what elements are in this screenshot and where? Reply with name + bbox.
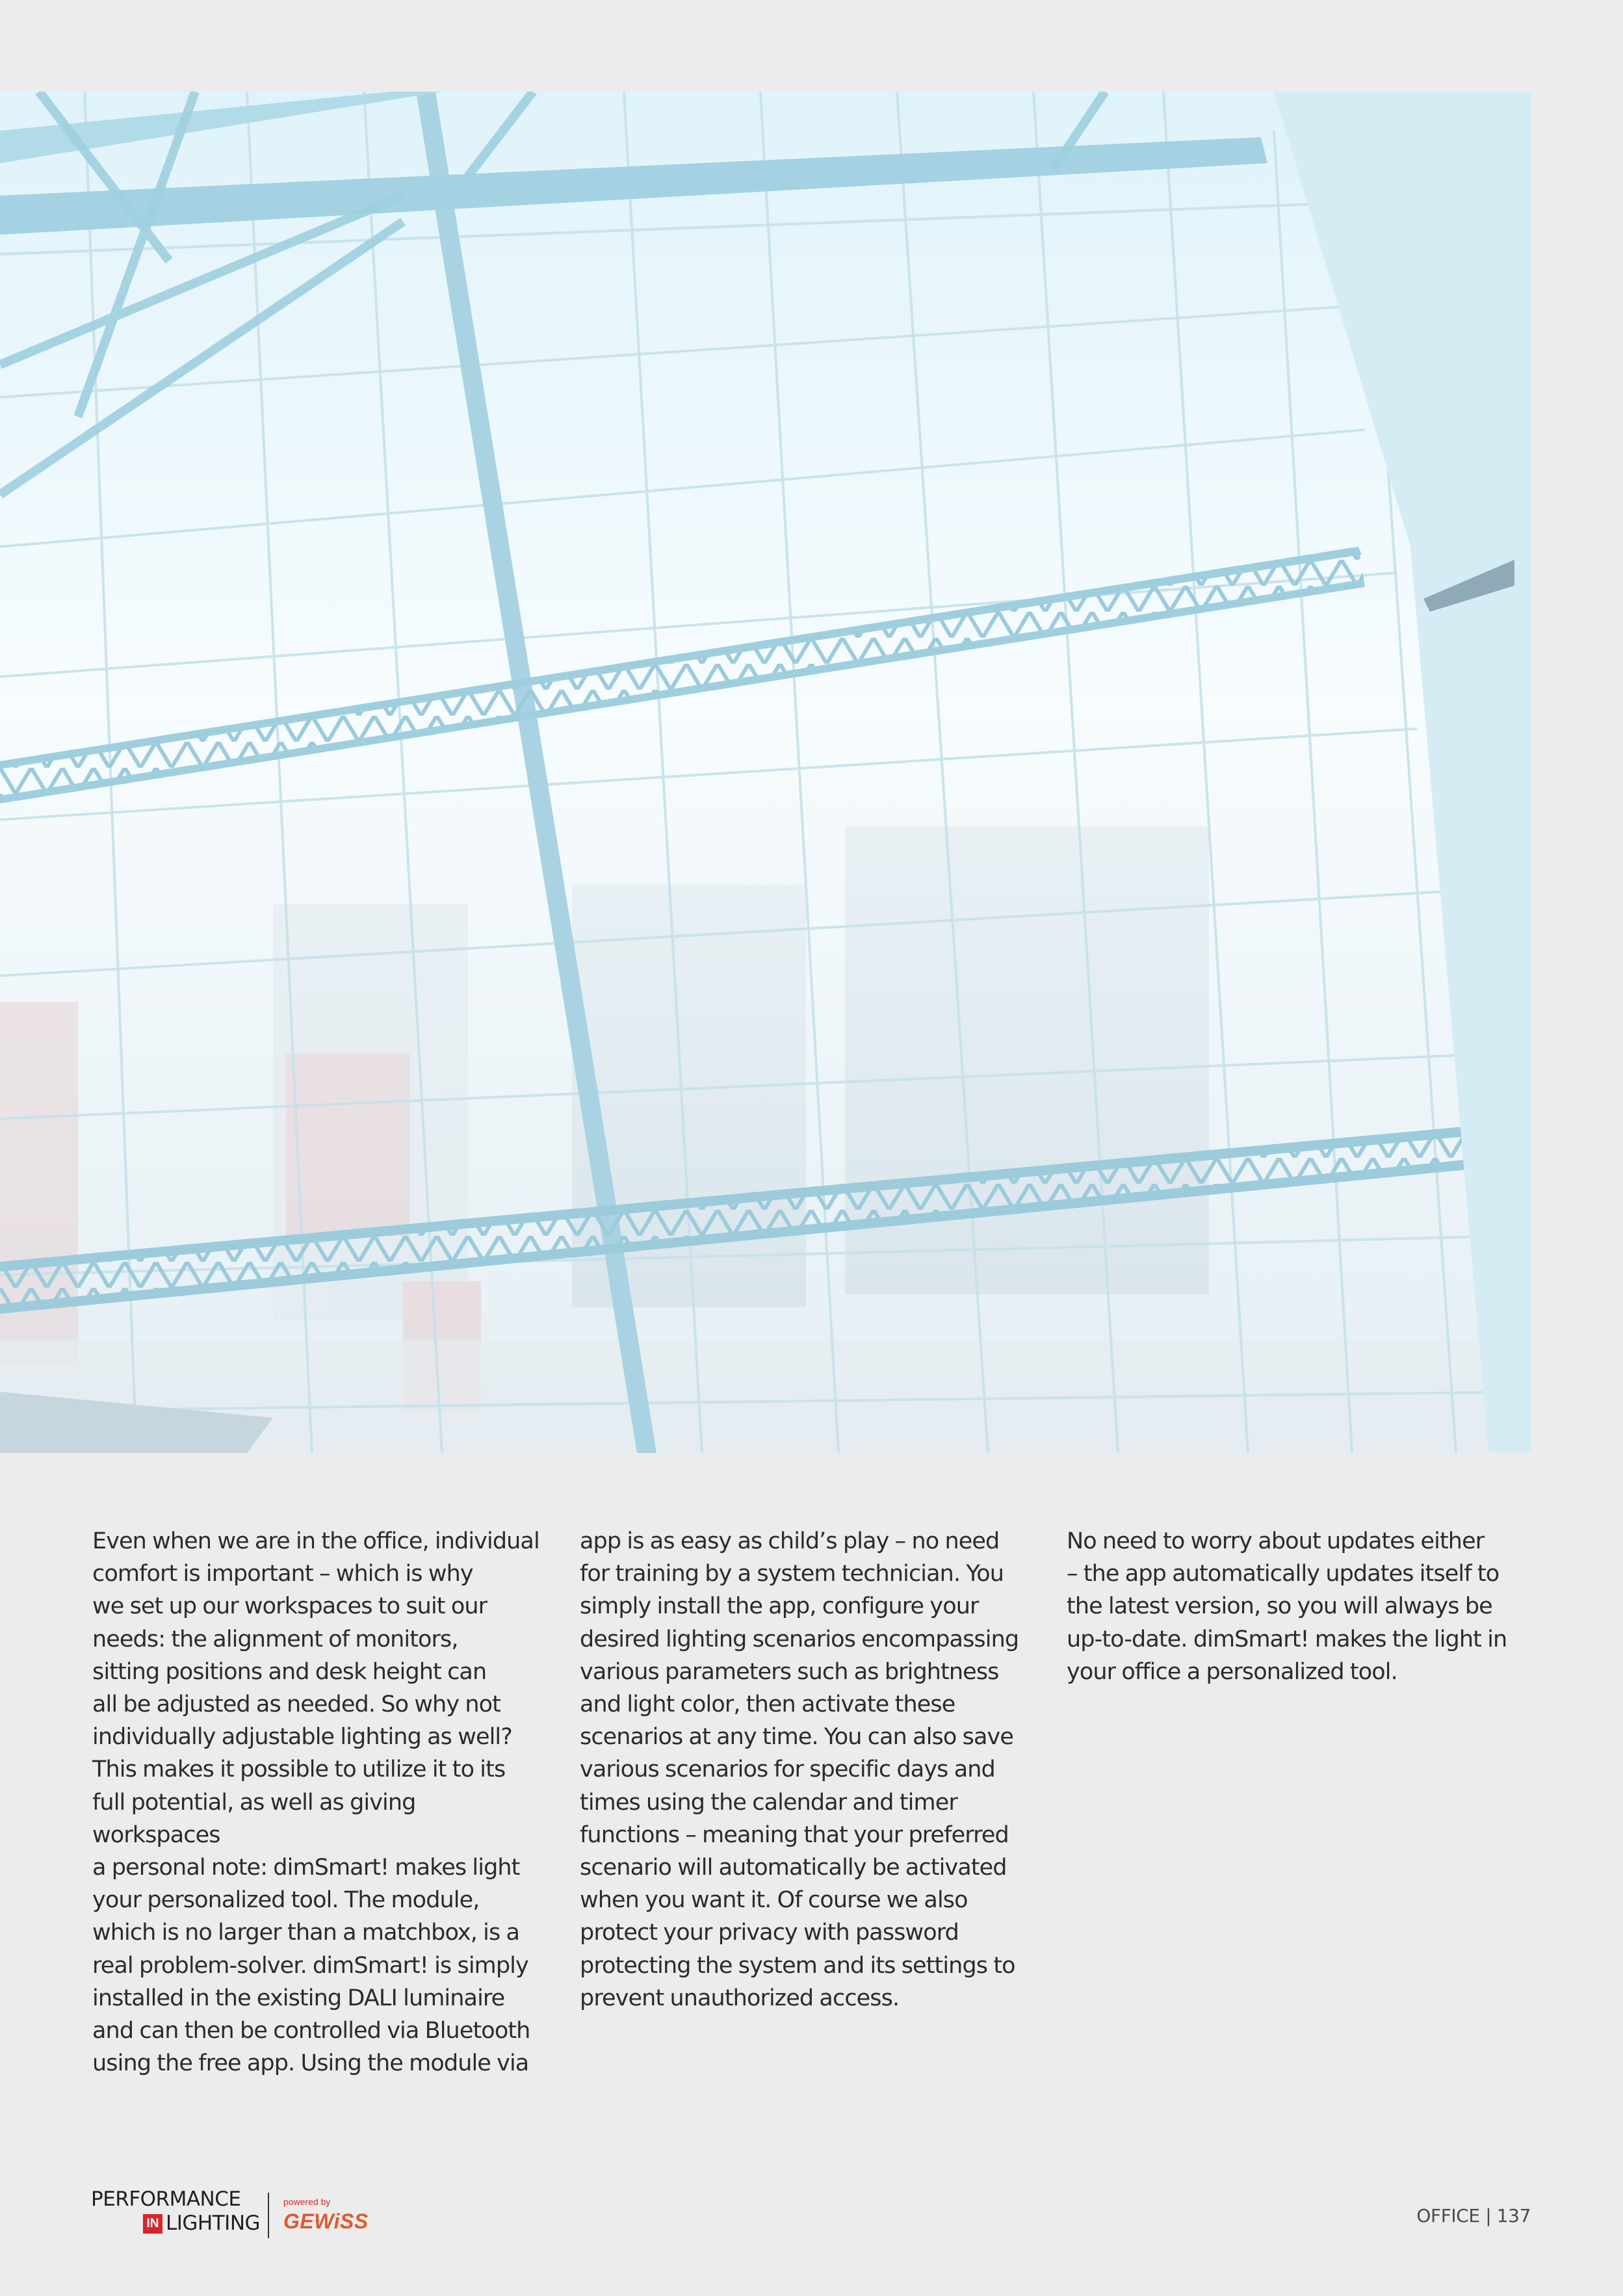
page-number: 137 <box>1496 2205 1531 2226</box>
body-text-column-1: Even when we are in the office, individual comfort is important – which is why we set up our workspaces to suit our needs: the alignment of monitors, sitting positions and desk height can all be adjusted as needed. So why not individually adjustable lighting as well? This makes it possible to utilize it to its full potential, as well as giving workspaces a personal note: dimSmart! makes light your personalized tool. The module, which is no larger than a matchbox, is a real problem-solver. dimSmart! is simply installed in the existing DALI luminaire and can then be controlled via Bluetooth using the free app. Using the module via <box>92 1528 539 2077</box>
glass-facade-illustration <box>0 92 1531 1453</box>
section-label: OFFICE <box>1416 2205 1480 2226</box>
gewiss-brand-logo: GEWiSS <box>283 2210 369 2233</box>
body-text-column-2: app is as easy as child’s play – no need for training by a system technician. You simply install the app, configure your desired lighting scenarios encompassing various parameters such as brightness and light color, then activate these scenarios at any time. You can also save various scenarios for specific days and times using the calendar and timer functions – meaning that your preferred scenario will automatically be activated when you want it. Of course we also protect your privacy with password protecting the system and its settings to prevent unauthorized access. <box>580 1528 1019 2011</box>
body-text-column-3: No need to worry about updates either – the app automatically updates itself to the latest version, so you will always be up-to-date. dimSmart! makes the light in your office a personalized tool. <box>1067 1528 1507 1685</box>
logo-in-badge: IN <box>143 2214 162 2234</box>
logo-line-performance: PERFORMANCE <box>91 2187 241 2211</box>
performance-in-lighting-logo <box>91 2187 390 2246</box>
hero-photo-glass-facade <box>0 92 1531 1453</box>
powered-by-label: powered by <box>283 2197 331 2207</box>
logo-line-lighting: LIGHTING <box>166 2211 261 2235</box>
page-reference <box>1416 2205 1531 2226</box>
page-separator: | <box>1479 2205 1497 2226</box>
logo-divider <box>268 2193 269 2238</box>
